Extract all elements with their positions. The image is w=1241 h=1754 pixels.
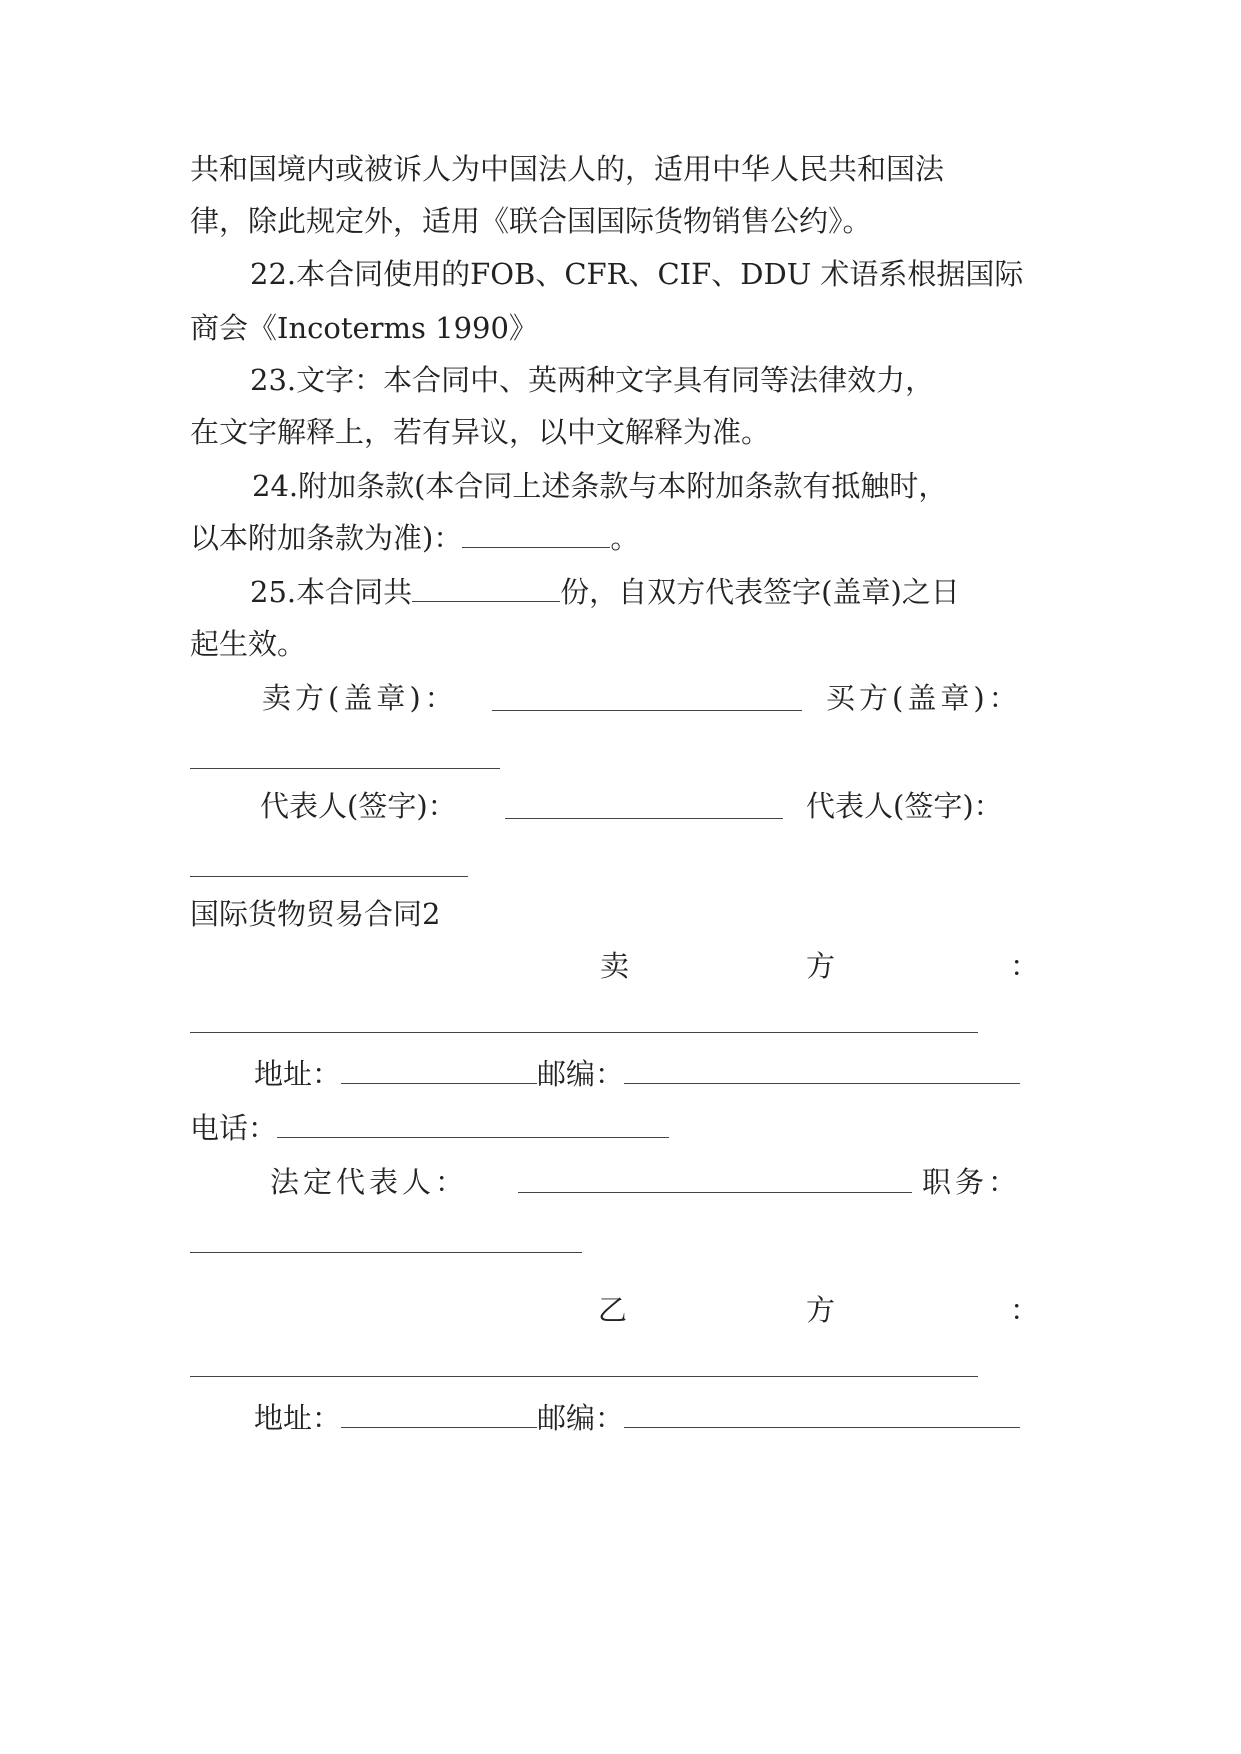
- partyb-char-2: 方: [806, 1293, 836, 1327]
- clause-25-b: 份，自双方代表签字(盖章)之日: [560, 575, 960, 609]
- seller-seal-label: 卖方(盖章)：: [262, 681, 458, 715]
- clause-23: 23.文字：本合同中、英两种文字具有同等法律效力，: [250, 363, 935, 397]
- address-label: 地址：: [254, 1057, 342, 1091]
- address-row: [254, 1056, 1020, 1092]
- text-line: 在文字解释上，若有异议，以中文解释为准。: [190, 415, 771, 449]
- address-label: 地址：: [254, 1401, 342, 1435]
- partyb-char-1: 乙: [598, 1293, 628, 1327]
- position-label: 职务：: [922, 1165, 1022, 1199]
- partyb-line: [190, 1376, 978, 1377]
- buyer-rep-label: 代表人(签字)：: [806, 789, 1003, 823]
- buyer-seal-line: [190, 768, 500, 769]
- seller-seal-line: [492, 710, 802, 711]
- seller-char-1: 卖: [600, 949, 630, 983]
- seller-rep-label: 代表人(签字)：: [260, 789, 457, 823]
- text-line: 起生效。: [190, 627, 307, 661]
- partyb-colon: ：: [1010, 1293, 1040, 1327]
- buyer-seal-label: 买方(盖章)：: [826, 681, 1022, 715]
- address-row-2: [254, 1400, 1020, 1436]
- phone-row: [190, 1110, 669, 1146]
- period: 。: [610, 521, 640, 555]
- clause-25: [250, 574, 960, 610]
- seller-line: [190, 1032, 978, 1033]
- address-blank: [341, 1082, 537, 1084]
- clause-25-a: 25.本合同共: [250, 575, 413, 609]
- postcode-blank: [624, 1082, 1020, 1084]
- clause-22: 22.本合同使用的FOB、CFR、CIF、DDU 术语系根据国际: [250, 257, 1024, 291]
- text-line: 律，除此规定外，适用《联合国国际货物销售公约》。: [190, 204, 872, 238]
- text-line: 共和国境内或被诉人为中国法人的，适用中华人民共和国法: [190, 152, 945, 186]
- postcode-label: 邮编：: [537, 1057, 625, 1091]
- postcode-blank: [624, 1426, 1020, 1428]
- position-line: [190, 1252, 582, 1253]
- text-line: [190, 520, 639, 556]
- copies-blank: [412, 600, 560, 602]
- phone-blank: [277, 1136, 669, 1138]
- postcode-label: 邮编：: [537, 1401, 625, 1435]
- fill-blank: [462, 546, 610, 548]
- text-line: 商会《Incoterms 1990》: [190, 311, 538, 345]
- clause-24: 24.附加条款(本合同上述条款与本附加条款有抵触时，: [252, 469, 948, 503]
- buyer-rep-line: [190, 876, 468, 877]
- seller-colon: ：: [1010, 949, 1040, 983]
- address-blank: [341, 1426, 537, 1428]
- seller-rep-line: [505, 818, 783, 819]
- clause-24-cont: 以本附加条款为准)：: [190, 521, 463, 555]
- legal-rep-label: 法定代表人：: [270, 1165, 469, 1199]
- phone-label: 电话：: [190, 1111, 278, 1145]
- contract2-title: 国际货物贸易合同2: [190, 897, 441, 931]
- legal-rep-line: [518, 1192, 912, 1193]
- seller-char-2: 方: [806, 949, 836, 983]
